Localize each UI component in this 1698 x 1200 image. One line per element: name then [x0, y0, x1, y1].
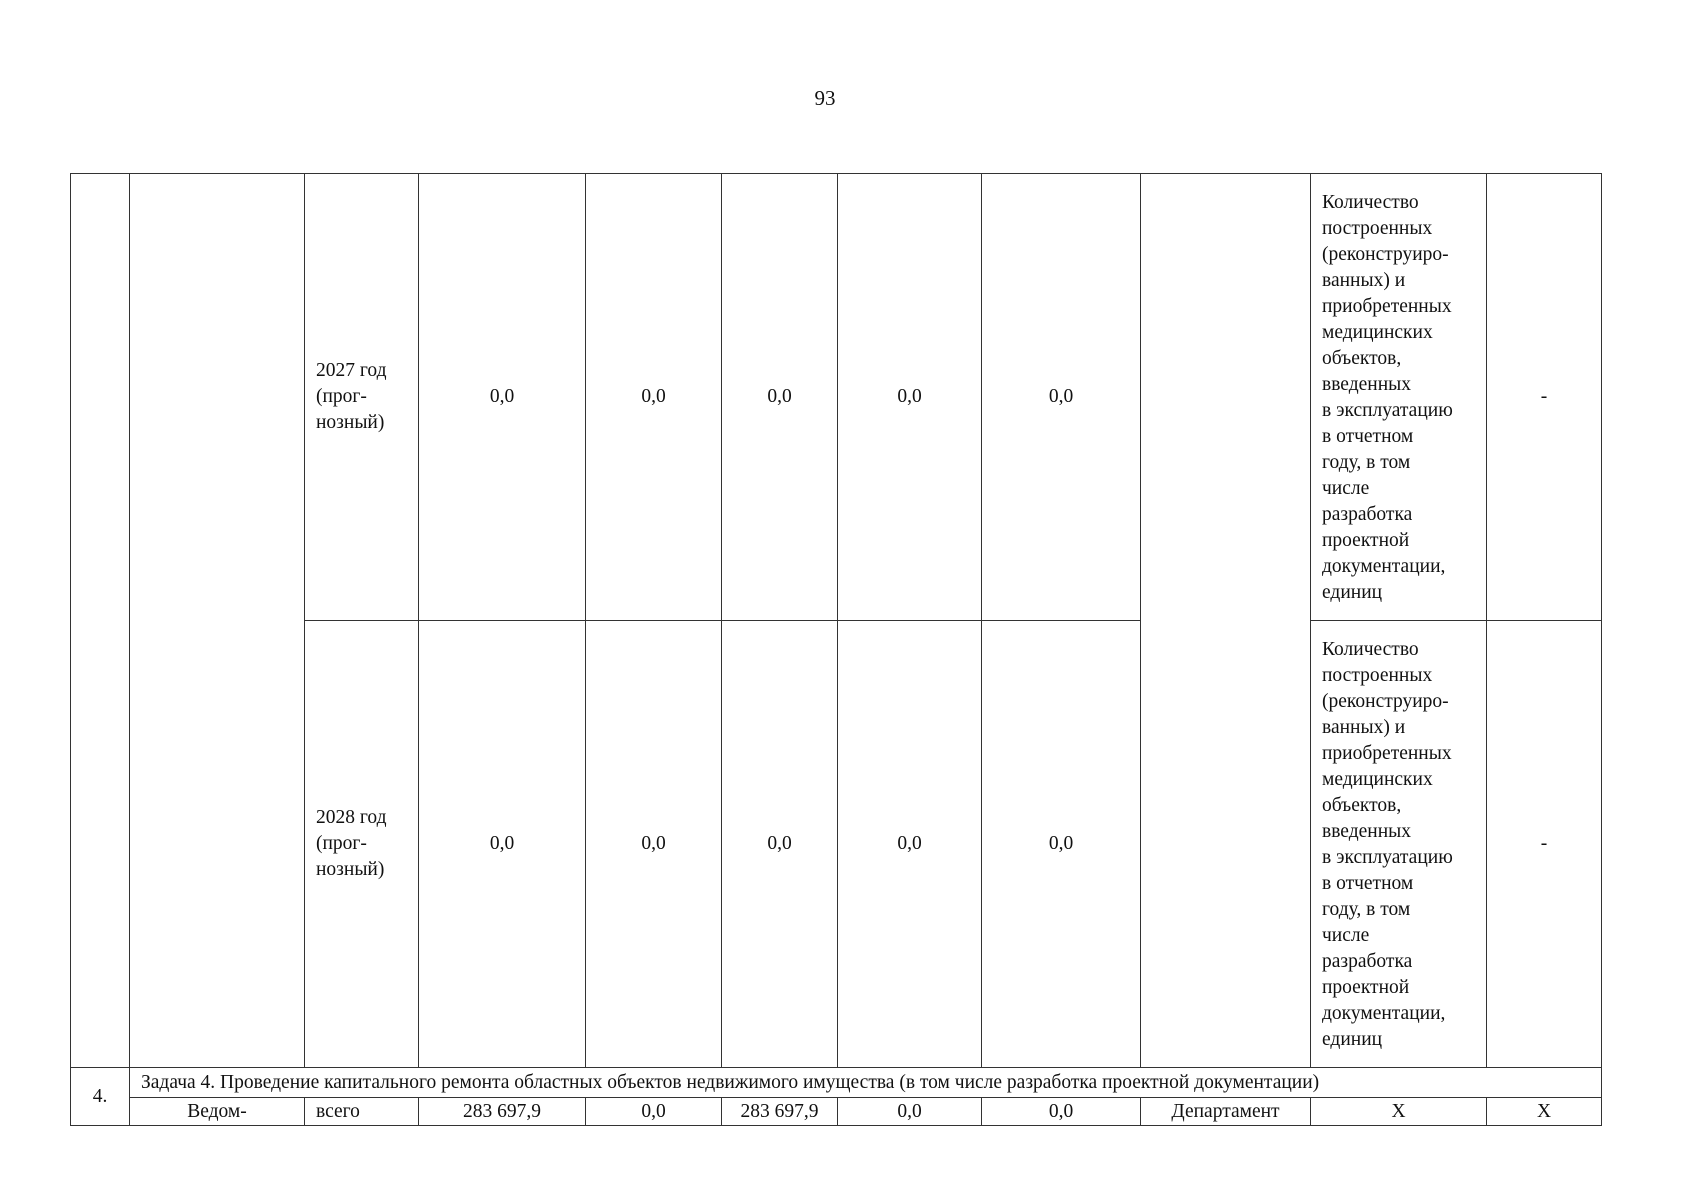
task-row — [71, 1068, 1602, 1098]
value-regional: 0,0 — [722, 174, 838, 621]
task-number: 4. — [71, 1068, 130, 1126]
executor-cell-empty — [1141, 174, 1311, 1068]
value-federal: 0,0 — [586, 621, 722, 1068]
value-federal: 0,0 — [586, 174, 722, 621]
table-row-total — [71, 1098, 1602, 1126]
page-number: 93 — [814, 86, 836, 110]
target-mark: Х — [1487, 1098, 1602, 1126]
target-value: - — [1487, 174, 1602, 621]
value-total: 0,0 — [419, 174, 586, 621]
value-other: 0,0 — [982, 174, 1141, 621]
value-local: 0,0 — [838, 174, 982, 621]
value-other: 0,0 — [982, 1098, 1141, 1126]
year-label: 2028 год (прог- нозный) — [316, 807, 387, 880]
value-total: 283 697,9 — [419, 1098, 586, 1126]
task-title: Задача 4. Проведение капитального ремонта областных объектов недвижимого имущества (в том числе разработка проектной документации) — [130, 1068, 1602, 1098]
year-cell — [305, 621, 419, 1068]
year-label: 2027 год (прог- нозный) — [316, 360, 387, 433]
period-label: всего — [305, 1098, 419, 1126]
indicator-cell — [1311, 174, 1487, 621]
value-regional: 283 697,9 — [722, 1098, 838, 1126]
value-other: 0,0 — [982, 621, 1141, 1068]
table-row-2027 — [71, 174, 1602, 621]
value-regional: 0,0 — [722, 621, 838, 1068]
name-cell-empty — [130, 174, 305, 1068]
year-cell — [305, 174, 419, 621]
indicator-cell — [1311, 621, 1487, 1068]
indicator-mark: Х — [1311, 1098, 1487, 1126]
value-local: 0,0 — [838, 1098, 982, 1126]
target-value: - — [1487, 621, 1602, 1068]
indicator-text: Количество построенных (реконструиро- ванных) и приобретенных медицинских объектов, введенных в эксплуатацию в отчетном году, в том числе разработка проектной документации, единиц — [1322, 639, 1453, 1050]
value-local: 0,0 — [838, 621, 982, 1068]
program-name-fragment: Ведом- — [130, 1098, 305, 1126]
executor-label: Департамент — [1141, 1098, 1311, 1126]
number-cell-empty — [71, 174, 130, 1068]
value-federal: 0,0 — [586, 1098, 722, 1126]
program-table — [70, 173, 1602, 1126]
indicator-text: Количество построенных (реконструиро- ванных) и приобретенных медицинских объектов, введенных в эксплуатацию в отчетном году, в том числе разработка проектной документации, единиц — [1322, 192, 1453, 603]
value-total: 0,0 — [419, 621, 586, 1068]
